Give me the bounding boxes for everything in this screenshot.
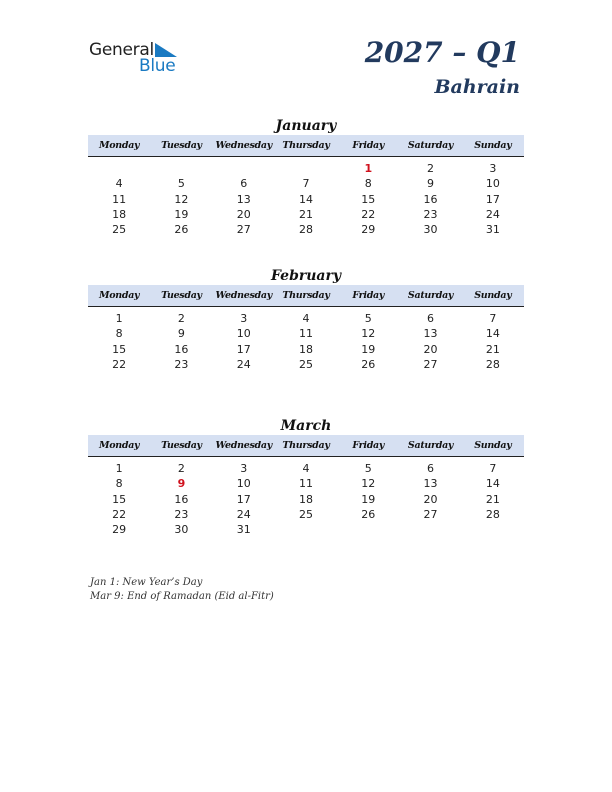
day-cell: 27 bbox=[236, 223, 251, 237]
day-cell: 25 bbox=[298, 358, 313, 372]
day-cell: 16 bbox=[423, 192, 438, 206]
day-cell: 2 bbox=[177, 462, 185, 476]
week-row bbox=[88, 507, 524, 522]
day-cell: 14 bbox=[298, 192, 313, 206]
weekday-label: Tuesday bbox=[161, 440, 202, 451]
day-cell: 14 bbox=[485, 327, 500, 341]
day-cell: 23 bbox=[174, 508, 189, 522]
day-cell: 17 bbox=[485, 192, 500, 206]
day-cell: 8 bbox=[364, 177, 372, 191]
day-cell: 21 bbox=[298, 208, 313, 222]
month-january bbox=[88, 117, 524, 237]
weekday-label: Wednesday bbox=[215, 440, 272, 451]
day-cell: 8 bbox=[115, 327, 123, 341]
day-cell: 3 bbox=[240, 312, 248, 326]
day-cell: 15 bbox=[112, 492, 127, 506]
weekday-label: Tuesday bbox=[161, 290, 202, 301]
day-cell: 27 bbox=[423, 358, 438, 372]
holiday-notes bbox=[90, 576, 274, 603]
day-cell: 18 bbox=[298, 492, 313, 506]
page-title: 2027 – Q1 bbox=[364, 36, 520, 69]
day-cell: 6 bbox=[427, 312, 435, 326]
day-cell: 24 bbox=[236, 358, 251, 372]
day-cell: 10 bbox=[485, 177, 500, 191]
month-title: January bbox=[275, 118, 337, 134]
day-cell: 19 bbox=[174, 208, 189, 222]
week-row bbox=[88, 461, 524, 476]
logo-general-text: General bbox=[89, 40, 154, 60]
month-march bbox=[88, 417, 524, 537]
day-cell: 12 bbox=[361, 477, 376, 491]
week-row bbox=[88, 326, 524, 341]
month-title: February bbox=[270, 268, 341, 284]
day-cell: 17 bbox=[236, 342, 251, 356]
day-cell: 24 bbox=[236, 508, 251, 522]
day-cell: 28 bbox=[485, 508, 500, 522]
day-cell: 5 bbox=[177, 177, 185, 191]
weekday-label: Saturday bbox=[407, 440, 454, 451]
day-cell: 25 bbox=[298, 508, 313, 522]
day-cell: 13 bbox=[423, 477, 438, 491]
weekday-label: Monday bbox=[99, 290, 140, 301]
day-cell: 13 bbox=[236, 192, 251, 206]
day-cell: 26 bbox=[361, 508, 376, 522]
holiday-day-cell: 9 bbox=[177, 477, 186, 491]
day-cell: 21 bbox=[485, 342, 500, 356]
day-cell: 8 bbox=[115, 477, 123, 491]
weekday-label: Sunday bbox=[474, 140, 512, 151]
holiday-note: Mar 9: End of Ramadan (Eid al-Fitr) bbox=[90, 590, 274, 602]
day-cell: 20 bbox=[423, 342, 438, 356]
week-row bbox=[88, 342, 524, 357]
day-cell: 6 bbox=[427, 462, 435, 476]
day-cell: 23 bbox=[174, 358, 189, 372]
day-cell: 18 bbox=[112, 208, 127, 222]
weekday-label: Friday bbox=[352, 140, 385, 151]
day-cell: 3 bbox=[240, 462, 248, 476]
day-cell: 11 bbox=[112, 192, 127, 206]
weekday-label: Monday bbox=[99, 440, 140, 451]
day-cell: 24 bbox=[485, 208, 500, 222]
day-cell: 31 bbox=[236, 523, 251, 537]
day-cell: 14 bbox=[485, 477, 500, 491]
day-cell: 27 bbox=[423, 508, 438, 522]
weekday-label: Thursday bbox=[282, 440, 330, 451]
day-cell: 20 bbox=[236, 208, 251, 222]
week-row bbox=[88, 492, 524, 507]
day-cell: 5 bbox=[364, 462, 372, 476]
day-cell: 19 bbox=[361, 342, 376, 356]
weekday-label: Wednesday bbox=[215, 140, 272, 151]
day-cell: 18 bbox=[298, 342, 313, 356]
weekday-label: Thursday bbox=[282, 140, 330, 151]
day-cell: 22 bbox=[361, 208, 376, 222]
weekday-label: Wednesday bbox=[215, 290, 272, 301]
day-cell: 5 bbox=[364, 312, 372, 326]
holiday-note: Jan 1: New Year’s Day bbox=[90, 577, 203, 588]
day-cell: 28 bbox=[485, 358, 500, 372]
week-row bbox=[88, 192, 524, 207]
weekday-header bbox=[88, 285, 524, 307]
day-cell: 11 bbox=[298, 327, 313, 341]
weekday-label: Saturday bbox=[407, 290, 454, 301]
week-row bbox=[88, 176, 524, 191]
weekday-label: Thursday bbox=[282, 290, 330, 301]
day-cell: 15 bbox=[361, 192, 376, 206]
day-cell: 7 bbox=[302, 177, 310, 191]
day-cell: 4 bbox=[302, 462, 310, 476]
week-row bbox=[88, 207, 524, 222]
week-row bbox=[88, 311, 524, 326]
day-cell: 1 bbox=[115, 312, 123, 326]
weekday-label: Sunday bbox=[474, 290, 512, 301]
day-cell: 20 bbox=[423, 492, 438, 506]
day-cell: 29 bbox=[112, 523, 127, 537]
week-row bbox=[88, 522, 524, 537]
day-cell: 28 bbox=[298, 223, 313, 237]
day-cell: 3 bbox=[489, 162, 497, 176]
day-cell: 9 bbox=[177, 327, 185, 341]
day-cell: 4 bbox=[115, 177, 123, 191]
day-cell: 29 bbox=[361, 223, 376, 237]
weekday-header bbox=[88, 435, 524, 457]
month-february bbox=[88, 267, 524, 372]
country-name: Bahrain bbox=[434, 76, 520, 98]
day-cell: 15 bbox=[112, 342, 127, 356]
day-cell: 17 bbox=[236, 492, 251, 506]
week-row bbox=[88, 161, 524, 176]
day-cell: 6 bbox=[240, 177, 248, 191]
day-cell: 11 bbox=[298, 477, 313, 491]
weekday-label: Saturday bbox=[407, 140, 454, 151]
day-cell: 12 bbox=[361, 327, 376, 341]
day-cell: 26 bbox=[361, 358, 376, 372]
day-cell: 12 bbox=[174, 192, 189, 206]
day-cell: 26 bbox=[174, 223, 189, 237]
weekday-label: Monday bbox=[99, 140, 140, 151]
day-cell: 9 bbox=[427, 177, 435, 191]
day-cell: 2 bbox=[427, 162, 435, 176]
logo-blue-text: Blue bbox=[139, 56, 176, 76]
day-cell: 23 bbox=[423, 208, 438, 222]
day-cell: 2 bbox=[177, 312, 185, 326]
day-cell: 25 bbox=[112, 223, 127, 237]
weekday-label: Friday bbox=[352, 290, 385, 301]
weekday-label: Sunday bbox=[474, 440, 512, 451]
day-cell: 10 bbox=[236, 327, 251, 341]
day-cell: 22 bbox=[112, 508, 127, 522]
day-cell: 31 bbox=[485, 223, 500, 237]
day-cell: 13 bbox=[423, 327, 438, 341]
holiday-day-cell: 1 bbox=[364, 162, 373, 176]
day-cell: 16 bbox=[174, 492, 189, 506]
day-cell: 1 bbox=[115, 462, 123, 476]
day-cell: 21 bbox=[485, 492, 500, 506]
logo-triangle-icon bbox=[155, 43, 177, 57]
day-cell: 30 bbox=[423, 223, 438, 237]
day-cell: 16 bbox=[174, 342, 189, 356]
week-row bbox=[88, 222, 524, 237]
weekday-label: Tuesday bbox=[161, 140, 202, 151]
day-cell: 19 bbox=[361, 492, 376, 506]
weekday-header bbox=[88, 135, 524, 157]
day-cell: 7 bbox=[489, 312, 497, 326]
day-cell: 4 bbox=[302, 312, 310, 326]
day-cell: 7 bbox=[489, 462, 497, 476]
weekday-label: Friday bbox=[352, 440, 385, 451]
month-title: March bbox=[280, 418, 332, 434]
week-row bbox=[88, 357, 524, 372]
day-cell: 30 bbox=[174, 523, 189, 537]
logo bbox=[89, 40, 189, 76]
day-cell: 22 bbox=[112, 358, 127, 372]
week-row bbox=[88, 476, 524, 491]
day-cell: 10 bbox=[236, 477, 251, 491]
